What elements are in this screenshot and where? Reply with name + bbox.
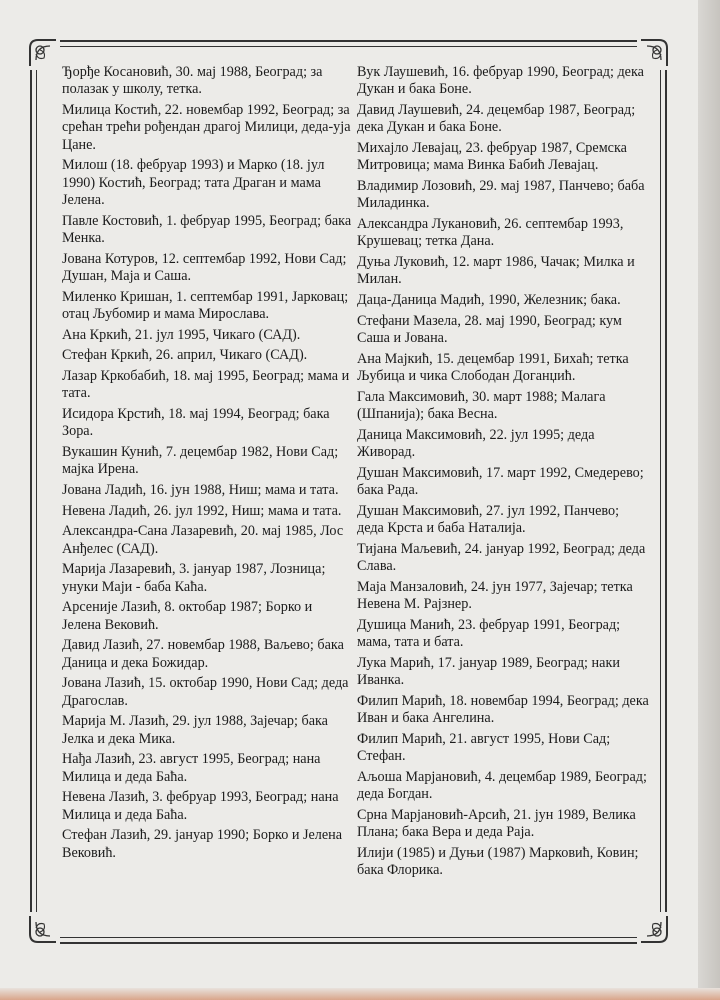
list-item: Невена Ладић, 26. јул 1992, Ниш; мама и тата. [62,502,342,519]
list-item: Владимир Лозовић, 29. мај 1987, Панчево; баба Миладинка. [357,178,645,212]
list-item: Исидора Крстић, 18. мај 1994, Београд; бака Зора. [62,406,330,440]
list-item: Лазар Кркобабић, 18. мај 1995, Београд; мама и тата. [62,368,350,402]
list-item: Аљоша Марјановић, 4. децембар 1989, Београд; деда Богдан. [357,768,647,802]
list-item: Ђорђе Косановић, 30. мај 1988, Београд; за полазак у школу, тетка. [62,64,323,98]
list-item: Душица Манић, 23. фебруар 1991, Београд; мама, тата и бата. [357,616,621,650]
list-item: Милица Костић, 22. новембар 1992, Београд; за срећан трећи рођендан драгој Милици, деда-уја Цане. [62,102,351,153]
list-item: Даница Максимовић, 22. јул 1995; деда Живорад. [357,426,595,460]
list-item: Јована Лазић, 15. октобар 1990, Нови Сад; деда Драгослав. [62,675,349,709]
list-item: Давид Лазић, 27. новембар 1988, Ваљево; бака Даница и дека Божидар. [62,637,344,671]
list-item: Душан Максимовић, 27. јул 1992, Панчево; деда Крста и баба Наталија. [357,502,620,536]
list-item: Миленко Кришан, 1. септембар 1991, Јарковац; отац Љубомир и мама Мирослава. [62,288,349,323]
list-item: Ана Мајкић, 15. децембар 1991, Бихаћ; тетка Љубица и чика Слободан Доганџић. [357,350,629,384]
list-item: Дуња Луковић, 12. март 1986, Чачак; Милка и Милан. [357,254,635,288]
list-item: Филип Марић, 21. август 1995, Нови Сад; Стефан. [357,730,611,764]
corner-ornament-icon [637,912,671,946]
list-item: Невена Лазић, 3. фебруар 1993, Београд; нана Милица и деда Баћа. [62,789,339,823]
list-item: Јована Ладић, 16. јун 1988, Ниш; мама и тата. [62,482,339,498]
page-bottom-edge [0,988,720,1000]
corner-ornament-icon [26,912,60,946]
list-item: Александра Лукановић, 26. септембар 1993, Крушевац; тетка Дана. [357,216,624,250]
list-item: Даца-Даница Мадић, 1990, Железник; бака. [357,292,621,308]
list-item: Ана Кркић, 21. јул 1995, Чикаго (САД). [62,326,301,343]
list-item: Давид Лаушевић, 24. децембар 1987, Београд; дека Дукан и бака Боне. [357,102,636,136]
list-item: Јована Котуров, 12. септембар 1992, Нови Сад; Душан, Маја и Саша. [62,250,347,285]
list-item: Тијана Маљевић, 24. јануар 1992, Београд; деда Слава. [357,540,646,574]
list-item: Стефани Мазела, 28. мај 1990, Београд; кум Саша и Јована. [357,312,622,346]
corner-ornament-icon [26,36,60,70]
list-item: Михајло Леваjац, 23. фебруар 1987, Сремска Митровица; мама Винка Бабић Леваjац. [357,140,627,174]
list-item: Вук Лаушевић, 16. фебруар 1990, Београд; дека Дукан и бака Боне. [357,64,644,98]
list-item: Гала Максимовић, 30. март 1988; Малага (Шпанија); бака Весна. [357,388,606,422]
list-item: Павле Костовић, 1. фебруар 1995, Београд; бака Менка. [62,212,352,247]
list-item: Марија М. Лазић, 29. јул 1988, Зајечар; бака Јелка и дека Мика. [62,713,328,747]
list-item: Филип Марић, 18. новембар 1994, Београд; дека Иван и бака Ангелина. [357,692,649,726]
list-item: Стефан Кркић, 26. април, Чикаго (САД). [62,347,308,364]
list-item: Нађа Лазић, 23. август 1995, Београд; нана Милица и деда Баћа. [62,751,321,785]
right-column [357,64,649,883]
list-item: Илији (1985) и Дуњи (1987) Марковић, Ковин; бака Флорика. [357,844,639,878]
left-column [62,64,354,865]
list-item: Арсеније Лазић, 8. октобар 1987; Борко и Јелена Вековић. [62,599,313,633]
list-item: Марија Лазаревић, 3. јануар 1987, Лозница; унуки Маји - баба Каћа. [62,561,326,595]
list-item: Милош (18. фебруар 1993) и Марко (18. јул 1990) Костић, Београд; тата Драган и мама Јелена. [62,157,325,209]
list-item: Лука Марић, 17. јануар 1989, Београд; наки Иванка. [357,654,620,688]
list-item: Срна Марјановић-Арсић, 21. јун 1989, Велика Плана; бака Вера и деда Раја. [357,806,636,840]
page-edge-shadow [698,0,720,1000]
list-item: Вукашин Кунић, 7. децембар 1982, Нови Сад; мајка Ирена. [62,444,339,478]
list-item: Стефан Лазић, 29. јануар 1990; Борко и Јелена Вековић. [62,827,343,861]
list-item: Маја Манзаловић, 24. јун 1977, Зајечар; тетка Невена М. Рајзнер. [357,578,633,612]
list-item: Александра-Сана Лазаревић, 20. мај 1985, Лос Анђелес (САД). [62,523,344,557]
list-item: Душан Максимовић, 17. март 1992, Смедерево; бака Рада. [357,464,644,498]
